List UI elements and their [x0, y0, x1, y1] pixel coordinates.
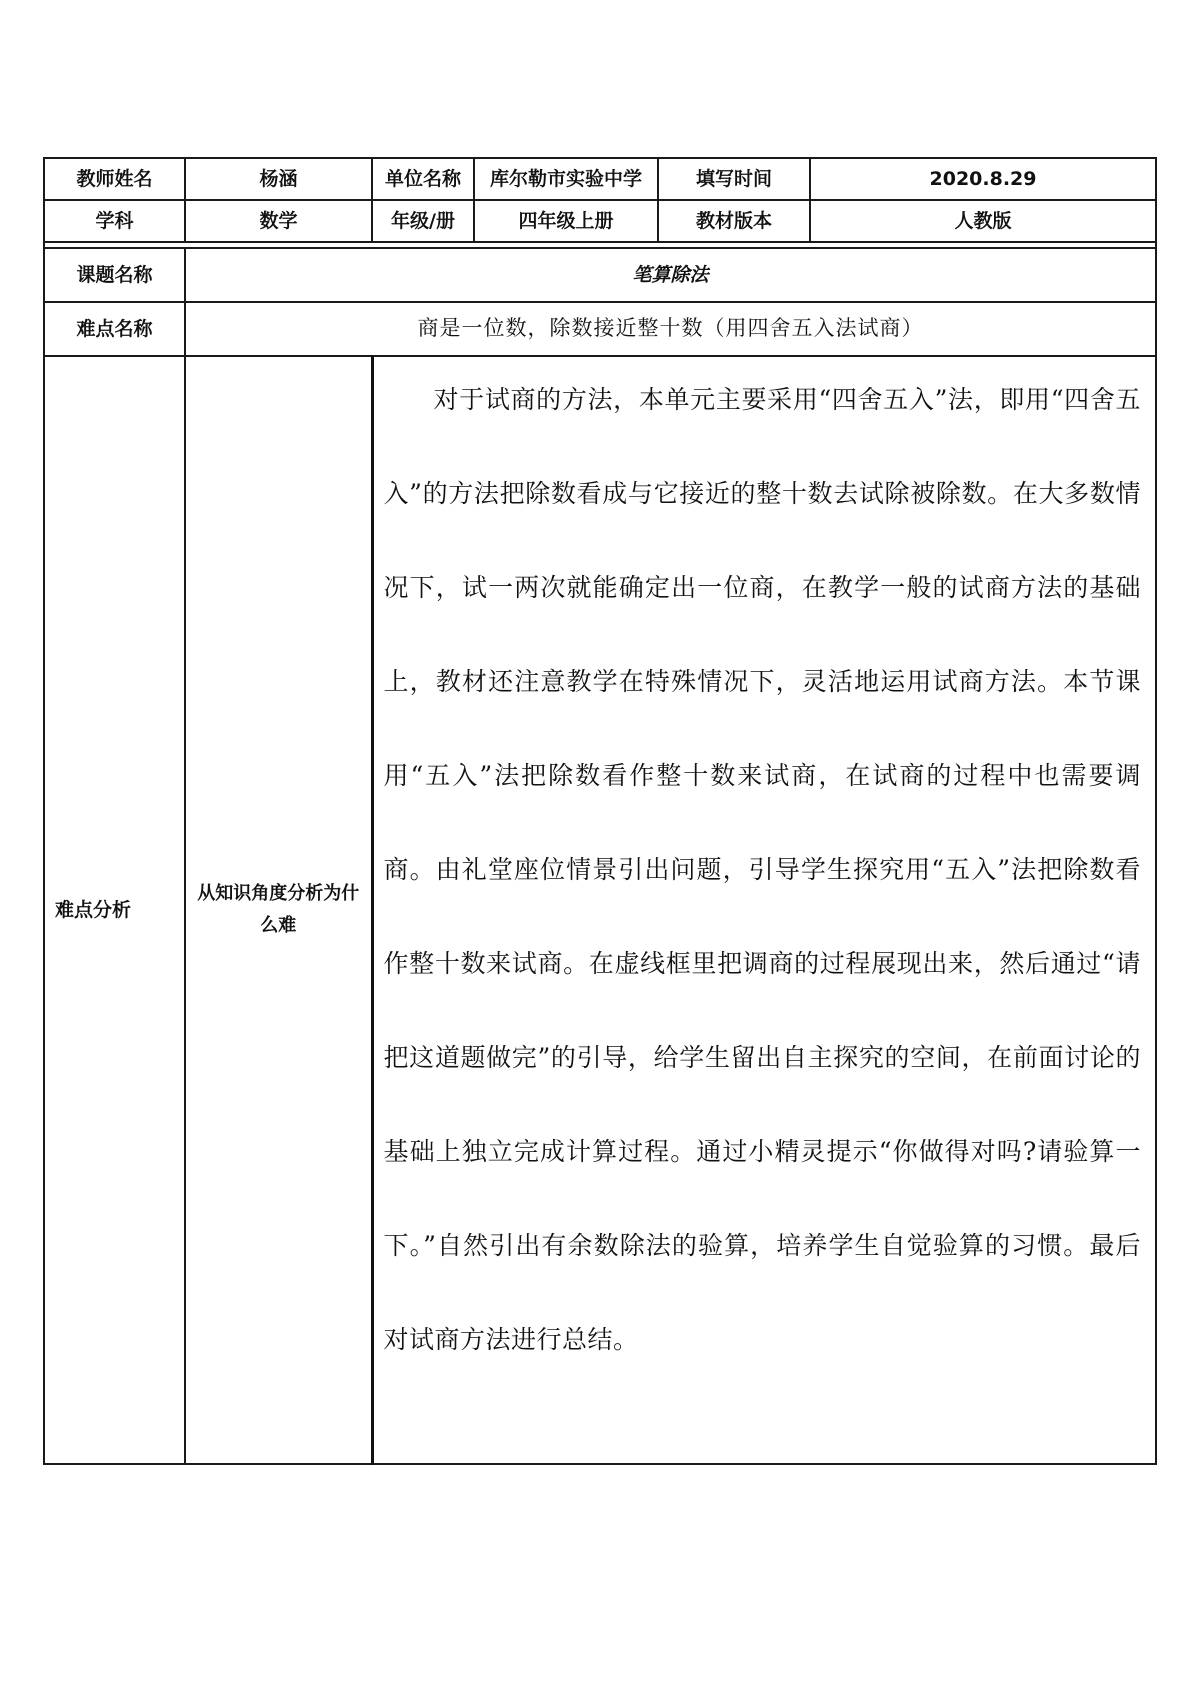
date-label: 填写时间	[658, 158, 810, 200]
difficulty-label: 难点名称	[44, 302, 185, 356]
date-value: 2020.8.29	[810, 158, 1156, 200]
analysis-text: 对于试商的方法，本单元主要采用“四舍五入”法，即用“四舍五入”的方法把除数看成与它接近的整十数去试除被除数。在大多数情况下，试一两次就能确定出一位商，在教学一般的试商方法的基础上，教材还注意教学在特殊情况下，灵活地运用试商方法。本节课用“五入”法把除数看作整十数来试商，在试商的过程中也需要调商。由礼堂座位情景引出问题，引导学生探究用“五入”法把除数看作整十数来试商。在虚线框里把调商的过程展现出来，然后通过“请把这道题做完”的引导，给学生留出自主探究的空间，在前面讨论的基础上独立完成计算过程。通过小精灵提示“你做得对吗?请验算一下。”自然引出有余数除法的验算，培养学生自觉验算的习惯。最后对试商方法进行总结。	[383, 385, 1141, 1354]
table-row	[44, 158, 1156, 200]
unit-label: 单位名称	[372, 158, 474, 200]
teacher-value: 杨涵	[185, 158, 372, 200]
table-row	[44, 302, 1156, 356]
analysis-sub-label: 从知识角度分析为什么难	[185, 356, 372, 1464]
teacher-label: 教师姓名	[44, 158, 185, 200]
lesson-info-table	[43, 157, 1157, 1465]
difficulty-value: 商是一位数，除数接近整十数（用四舍五入法试商）	[185, 302, 1156, 356]
unit-value: 库尔勒市实验中学	[474, 158, 658, 200]
subject-label: 学科	[44, 200, 185, 242]
table-row	[44, 200, 1156, 242]
topic-value: 笔算除法	[185, 248, 1156, 302]
topic-label: 课题名称	[44, 248, 185, 302]
table-row	[44, 248, 1156, 302]
analysis-label: 难点分析	[44, 356, 185, 1464]
table-row	[44, 356, 1156, 1464]
grade-label: 年级/册	[372, 200, 474, 242]
subject-value: 数学	[185, 200, 372, 242]
grade-value: 四年级上册	[474, 200, 658, 242]
analysis-text-cell	[372, 356, 1156, 1464]
edition-value: 人教版	[810, 200, 1156, 242]
edition-label: 教材版本	[658, 200, 810, 242]
